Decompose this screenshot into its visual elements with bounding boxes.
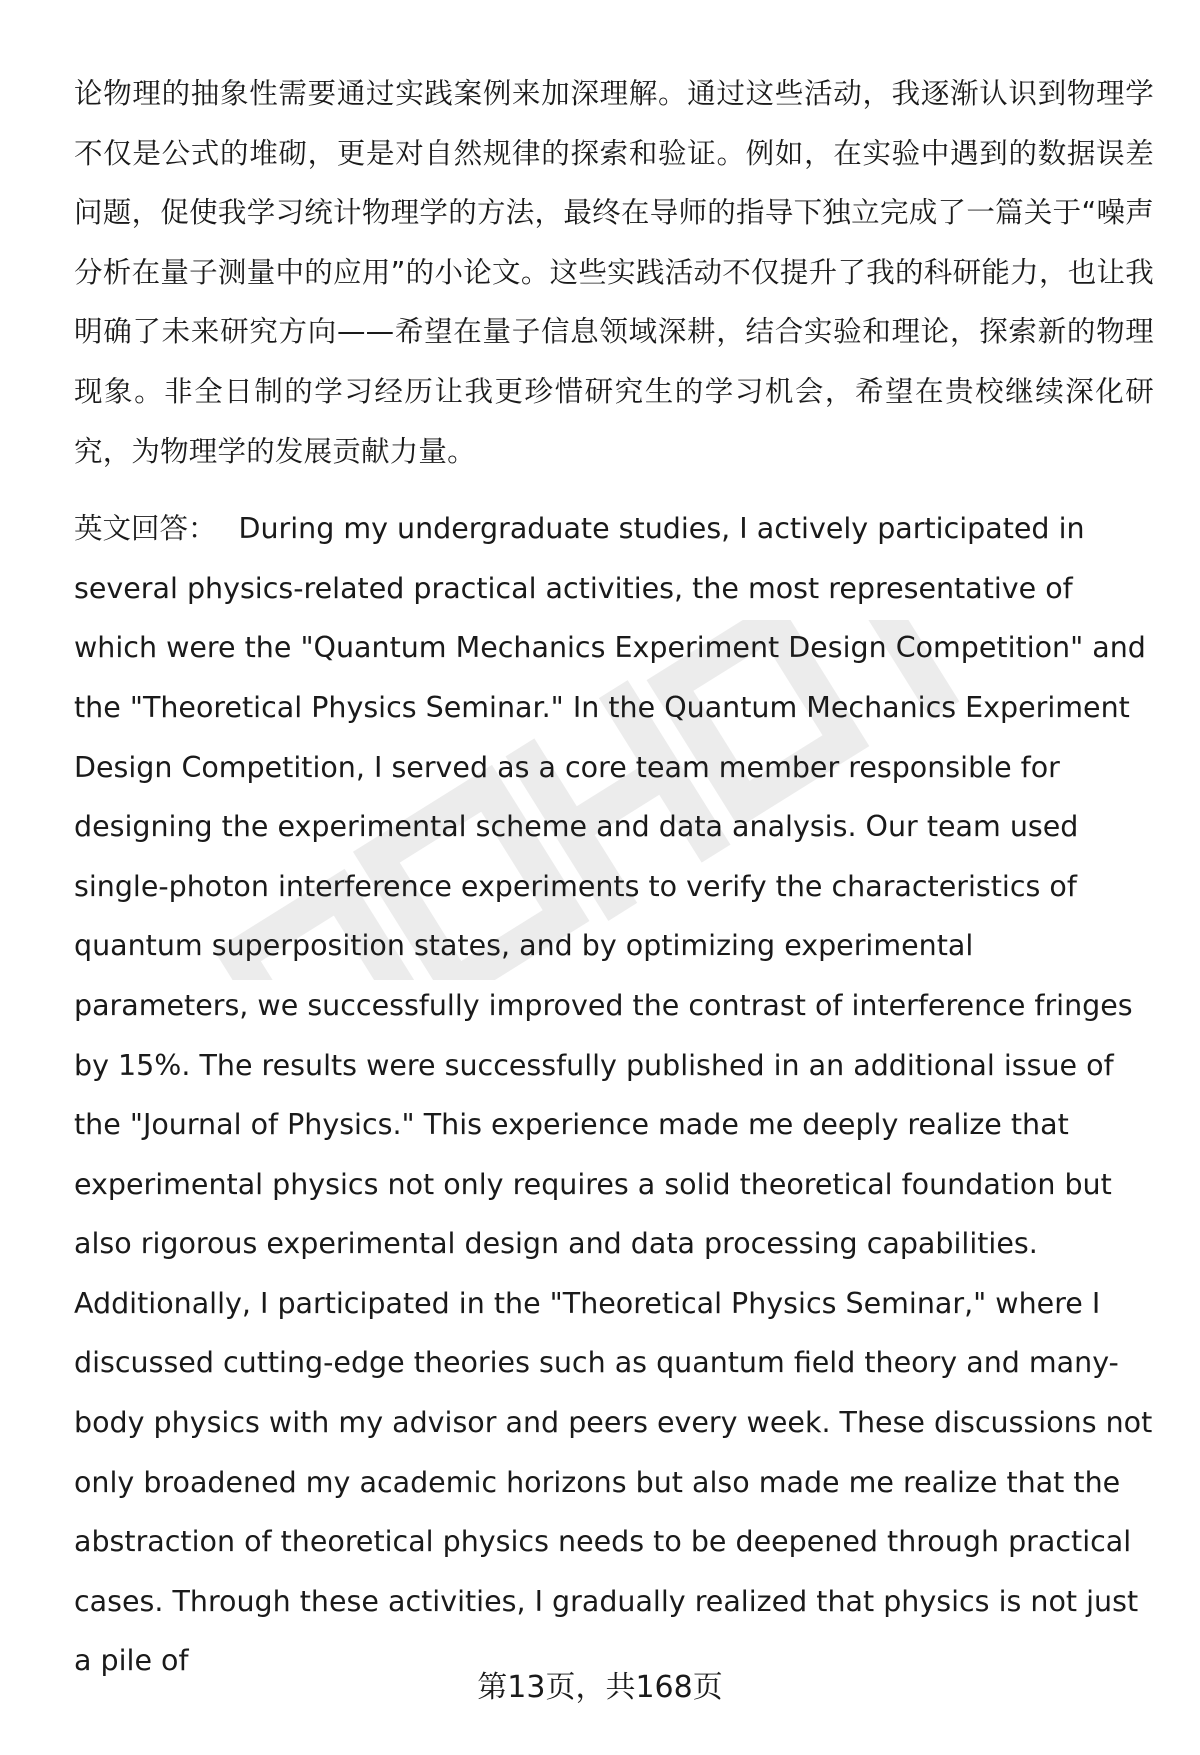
page-number-footer: 第13页，共168页: [477, 1670, 723, 1705]
document-body: [74, 64, 1154, 1691]
chinese-answer-paragraph: 论物理的抽象性需要通过实践案例来加深理解。通过这些活动，我逐渐认识到物理学不仅是公式的堆砌，更是对自然规律的探索和验证。例如，在实验中遇到的数据误差问题，促使我学习统计物理学的方法，最终在导师的指导下独立完成了一篇关于“噪声分析在量子测量中的应用”的小论文。这些实践活动不仅提升了我的科研能力，也让我明确了未来研究方向——希望在量子信息领域深耕，结合实验和理论，探索新的物理现象。非全日制的学习经历让我更珍惜研究生的学习机会，希望在贵校继续深化研究，为物理学的发展贡献力量。: [74, 77, 1154, 468]
english-answer-label: 英文回答：: [74, 512, 217, 546]
english-answer-text: During my undergraduate studies, I actively participated in several physics-related practical activities, the most representative of which were the "Quantum Mechanics Experiment Design Competition" and the "Theoretical Physics Seminar." In the Quantum Mechanics Experiment Design Competition, I served as a core team member responsible for designing the experimental scheme and data analysis. Our team used single-photon interference experiments to verify the characteristics of quantum superposition states, and by optimizing experimental parameters, we successfully improved the contrast of interference fringes by 15%. The results were successfully published in an additional issue of the "Journal of Physics." This experience made me deeply realize that experimental physics not only requires a solid theoretical foundation but also rigorous experimental design and data processing capabilities. Additionally, I participated in the "Theoretical Physics Seminar," where I discussed cutting-edge theories such as quantum field theory and many-body physics with my advisor and peers every week. These discussions not only broadened my academic horizons but also made me realize that the abstraction of theoretical physics needs to be deepened through practical cases. Through these activities, I gradually realized that physics is not just a pile of: [74, 512, 1153, 1678]
english-answer-paragraph: [74, 499, 1154, 1691]
